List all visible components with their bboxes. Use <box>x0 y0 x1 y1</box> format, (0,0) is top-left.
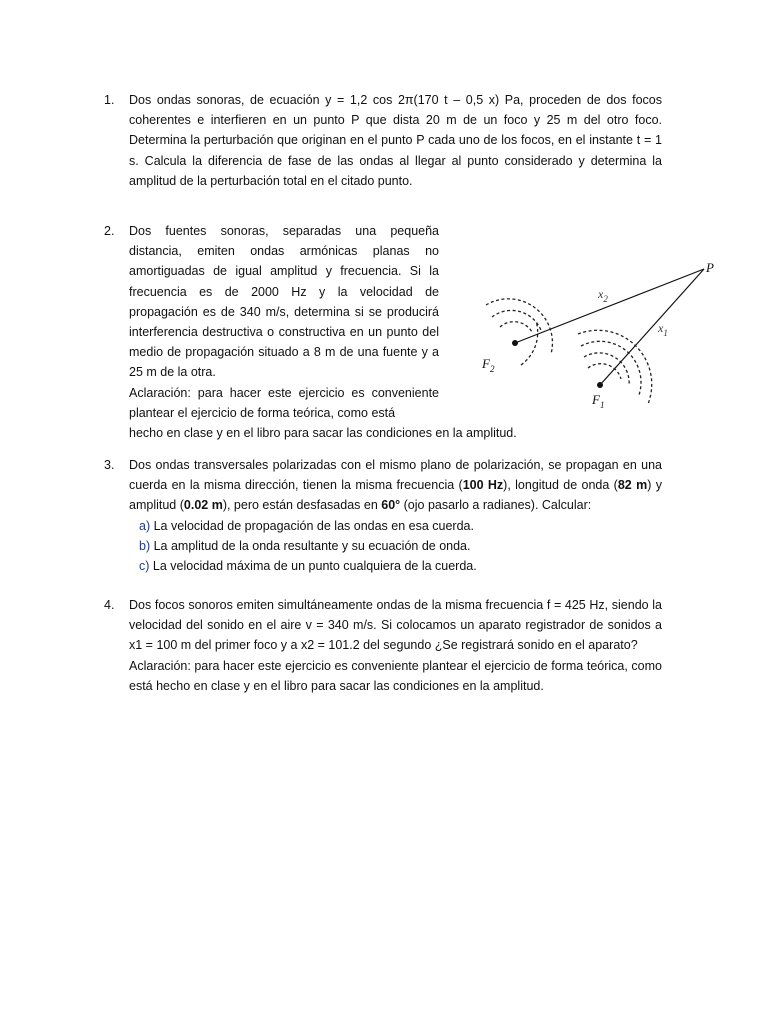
problem-3-text: Dos ondas transversales polarizadas con el mismo plano de polarización, se propagan en una cuerda en la misma dirección, tienen la misma frecuencia (100 Hz), longitud de onda (82 m) y amplitud (0.02 m), pero están desfasadas en 60° (ojo pasarlo a radianes). Calcular: <box>129 458 662 513</box>
problem-4-note: Aclaración: para hacer este ejercicio es conveniente plantear el ejercicio de forma teórica, como está hecho en clase y en el libro para sacar las condiciones en la amplitud. <box>129 658 662 693</box>
problem-4 <box>104 595 662 696</box>
f1-source-dot <box>597 382 603 388</box>
problem-number: 3. <box>104 458 115 472</box>
point-p-label: P <box>706 260 714 275</box>
problem-number: 1. <box>104 93 115 107</box>
x1-line <box>600 269 704 385</box>
phase-value: 60° <box>381 498 401 513</box>
f2-source-dot <box>512 340 518 346</box>
f1-label: $F_1$ <box>592 392 605 410</box>
sub-item-c: c) La velocidad máxima de un punto cualquiera de la cuerda. <box>139 559 477 574</box>
problem-4-text: Dos focos sonoros emiten simultáneamente ondas de la misma frecuencia f = 425 Hz, siendo la velocidad del sonido en el aire v = 340 m/s. Si colocamos un aparato registrador de sonidos a x1 = 100 m del primer foco y a x2 = 101.2 del segundo ¿Se registrará sonido en el aparato? <box>129 598 662 653</box>
wavelength-value: 82 m <box>617 478 648 493</box>
problem-2-note-end: hecho en clase y en el libro para sacar las condiciones en la amplitud. <box>129 426 517 441</box>
sub-item-b: b) La amplitud de la onda resultante y su ecuación de onda. <box>139 538 471 553</box>
frequency-value: 100 Hz <box>462 478 504 493</box>
sub-item-a: a) La velocidad de propagación de las ondas en esa cuerda. <box>139 518 474 533</box>
problem-2-note: Aclaración: para hacer este ejercicio es conveniente plantear el ejercicio de forma teórica, como está <box>129 385 439 420</box>
problem-number: 4. <box>104 598 115 612</box>
amplitude-value: 0.02 m <box>183 498 223 513</box>
problem-3 <box>104 455 662 576</box>
f1-wavefronts <box>578 330 652 404</box>
interference-diagram <box>478 258 744 422</box>
problem-1 <box>104 90 662 191</box>
problem-2-text: Dos fuentes sonoras, separadas una pequeña distancia, emiten ondas armónicas planas no amortiguadas de igual amplitud y frecuencia. Si la frecuencia es de 2000 Hz y la velocidad de propagación es de 340 m/s, determina si se producirá interferencia destructiva o constructiva en un punto del medio de propagación situado a 8 m de una fuente y a 25 m de la otra. <box>129 224 439 380</box>
x1-label: $x_1$ <box>658 321 668 338</box>
x2-label: $x_2$ <box>598 287 608 304</box>
problem-number: 2. <box>104 224 115 238</box>
x2-line <box>515 269 704 343</box>
problem-1-text: Dos ondas sonoras, de ecuación y = 1,2 cos 2π(170 t – 0,5 x) Pa, proceden de dos focos coherentes e interfieren en un punto P que dista 20 m de un foco y 25 m del otro foco. Determina la perturbación que originan en el punto P cada uno de los focos, en el instante t = 1 s. Calcula la diferencia de fase de las ondas al llegar al punto considerado y determina la amplitud de la perturbación total en el citado punto. <box>129 93 662 188</box>
f2-label: $F_2$ <box>482 356 495 374</box>
